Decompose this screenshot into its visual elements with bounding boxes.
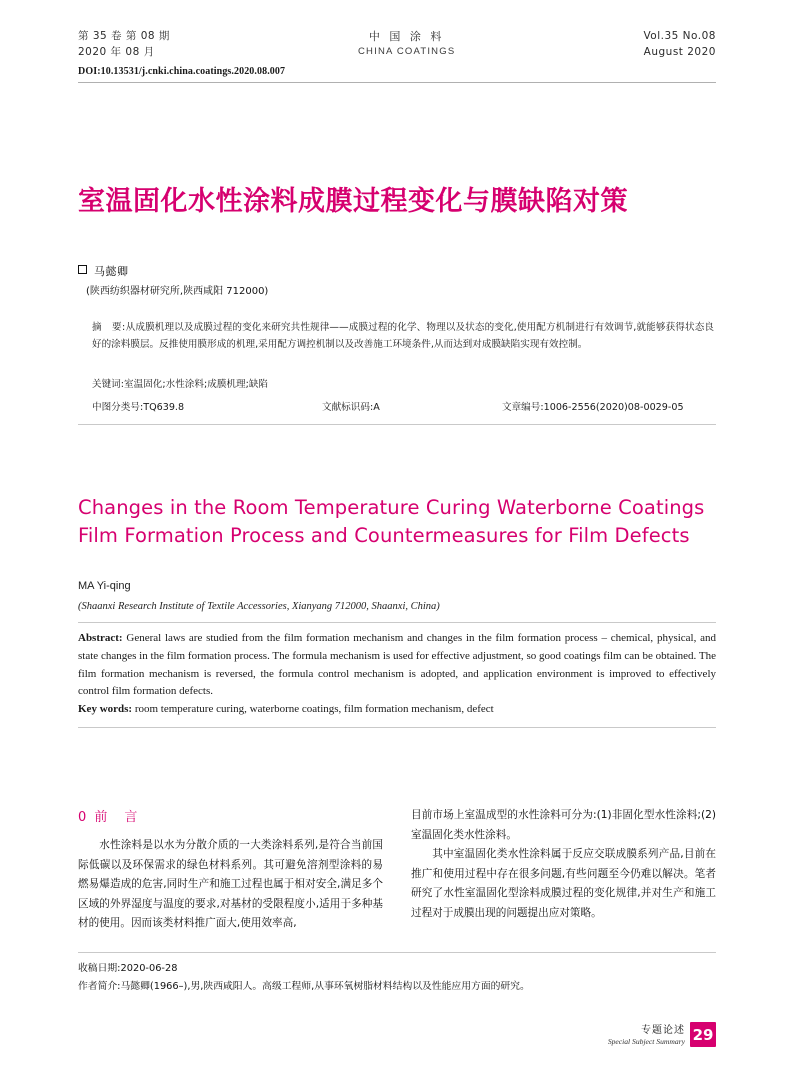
document-code <box>322 399 380 413</box>
journal-name-en: CHINA COATINGS <box>357 46 456 58</box>
bullet-square-icon <box>78 265 87 274</box>
keywords-en-text: room temperature curing, waterborne coatings, film formation mechanism, defect <box>134 703 494 715</box>
body-paragraph: 其中室温固化类水性涂料属于反应交联成膜系列产品,目前在推广和使用过程中存在很多问题,有些问题至今仍难以解决。笔者研究了水性室温固化型涂料成膜过程的变化规律,并对生产和施工过程对于成膜出现的问题提出应对策略。 <box>411 848 716 919</box>
bio-label: 作者简介: <box>78 981 121 993</box>
page-tab-label-en: Special Subject Summary <box>607 1037 685 1047</box>
author-name-cn: 马懿卿 <box>94 265 129 278</box>
document-code-label: 文献标识码: <box>322 402 374 413</box>
page-tab-label-cn: 专题论述 <box>641 1025 685 1037</box>
masthead-right <box>643 28 716 61</box>
abstract-en-label: Abstract: <box>78 632 123 644</box>
body-column-right <box>411 806 716 934</box>
author-bio-line <box>78 978 716 996</box>
article-id-label: 文章编号: <box>502 402 544 413</box>
section-title: 前 言 <box>94 810 140 825</box>
affiliation-en: (Shaanxi Research Institute of Textile Accessories, Xianyang 712000, Shaanxi, China) <box>78 601 440 612</box>
journal-name-cn: 中 国 涂 料 <box>368 30 445 43</box>
article-id <box>502 399 684 413</box>
section-number: 0 <box>78 810 89 825</box>
page-title-en: Changes in the Room Temperature Curing Waterborne Coatings Film Formation Process and Countermeasures for Film Defects <box>78 496 705 548</box>
received-value: 2020-06-28 <box>120 963 178 974</box>
section-heading <box>78 806 383 830</box>
keywords-cn-text: 室温固化;水性涂料;成膜机理;缺陷 <box>124 379 269 390</box>
clc-value: TQ639.8 <box>143 402 185 413</box>
bio-text: 马懿卿(1966–),男,陕西咸阳人。高级工程师,从事环氧树脂材料结构以及性能应用方面的研究。 <box>120 981 530 993</box>
issue-date-cn: 2020 年 08 月 <box>78 46 155 59</box>
volume-issue: 第 35 卷 第 08 期 <box>78 30 170 42</box>
abstract-en-divider-top <box>78 622 716 623</box>
keywords-en-label: Key words: <box>78 703 133 715</box>
footnotes <box>78 960 716 996</box>
abstract-en-text: General laws are studied from the film formation mechanism and changes in the film formation process – chemical, physical, and state changes in the film formation process. The formula mechanism is used for effective adjustment, so good coatings film can be obtained. The film formation mechanism is reversed, the formula control mechanism is adopted, and application environment is improved to effectively control film formation defects. <box>78 632 717 698</box>
keywords-en <box>78 703 716 715</box>
abstract-cn-label: 摘 要: <box>92 322 126 333</box>
page-tab-labels <box>608 1024 685 1047</box>
abstract-cn <box>92 320 714 353</box>
masthead-left <box>78 28 170 61</box>
masthead-center <box>358 28 455 60</box>
issue-date-en: August 2020 <box>643 46 716 59</box>
document-code-value: A <box>373 402 380 413</box>
affiliation-cn: (陕西纺织器材研究所,陕西咸阳 712000) <box>86 286 269 297</box>
clc-label: 中图分类号: <box>92 402 144 413</box>
author-en: MA Yi-qing <box>78 580 131 592</box>
volume-issue-en: Vol.35 No.08 <box>643 30 716 42</box>
page-number: 29 <box>690 1022 716 1047</box>
masthead <box>78 28 716 61</box>
author-cn <box>78 263 129 279</box>
abstract-en-divider-bottom <box>78 727 716 728</box>
page-title-cn: 室温固化水性涂料成膜过程变化与膜缺陷对策 <box>78 186 628 218</box>
clc-number <box>92 399 184 413</box>
header-divider <box>78 82 716 83</box>
body-paragraph: 水性涂料是以水为分散介质的一大类涂料系列,是符合当前国际低碳以及环保需求的绿色材料系列。其可避免溶剂型涂料的易燃易爆造成的危害,同时生产和施工过程也属于相对安全,满足多个区域的外界湿度与温度的要求,对基材的受限程度小,适用于多种基材的使用。因而该类材料推广面大,使用效率高, <box>78 839 383 930</box>
keywords-cn <box>92 376 268 390</box>
abstract-cn-text: 从成膜机理以及成膜过程的变化来研究共性规律——成膜过程的化学、物理以及状态的变化,使用配方机制进行有效调节,就能够获得状态良好的涂料膜层。反推使用膜形成的机理,采用配方调控机制以及改善施工环境条件,从而达到对成膜缺陷实现有效控制。 <box>92 322 714 350</box>
section-divider <box>78 424 716 425</box>
body-paragraph: 目前市场上室温成型的水性涂料可分为:(1)非固化型水性涂料;(2)室温固化类水性涂料。 <box>411 809 716 841</box>
page-tab <box>608 1022 716 1047</box>
footer-divider <box>78 952 716 953</box>
abstract-en <box>78 630 716 701</box>
article-id-value: 1006-2556(2020)08-0029-05 <box>543 402 684 413</box>
doi-text: DOI:10.13531/j.cnki.china.coatings.2020.08.007 <box>78 66 286 77</box>
received-date-line <box>78 960 716 978</box>
body-columns <box>78 806 716 934</box>
body-column-left <box>78 806 383 934</box>
received-label: 收稿日期: <box>78 963 121 974</box>
keywords-cn-label: 关键词: <box>92 379 125 390</box>
